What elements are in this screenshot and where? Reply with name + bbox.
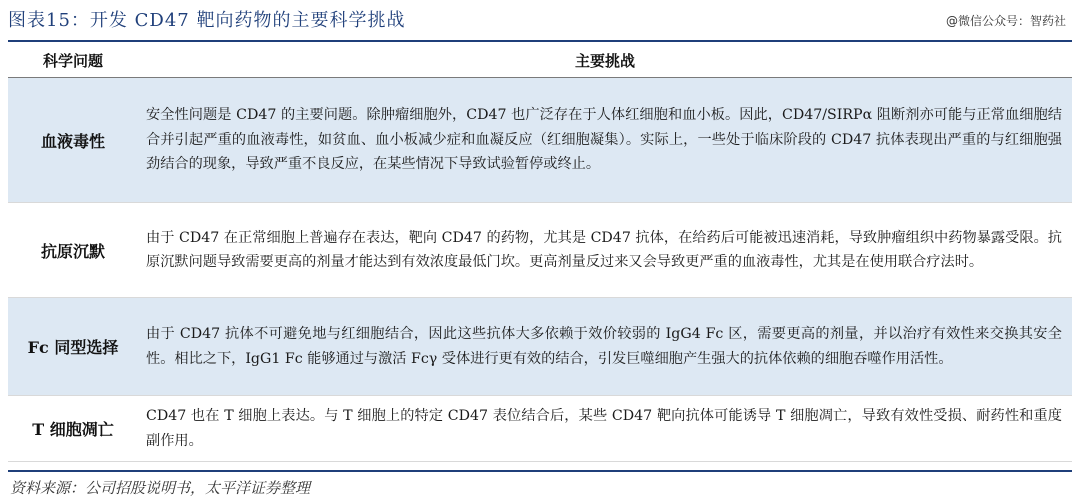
figure-header <box>8 4 1072 34</box>
bottom-rule <box>8 470 1072 472</box>
row-topic-fc-isotype: Fc 同型选择 <box>8 298 138 396</box>
wechat-watermark: @微信公众号：智药社 <box>945 14 1066 28</box>
row-topic-t-cell-apoptosis: T 细胞凋亡 <box>8 396 138 462</box>
table-header-row <box>8 43 1072 78</box>
header-challenge: 主要挑战 <box>138 43 1072 78</box>
header-topic: 科学问题 <box>8 43 138 78</box>
table-row <box>8 78 1072 203</box>
table-row <box>8 203 1072 298</box>
row-challenge-antigen-sink: 由于 CD47 在正常细胞上普遍存在表达，靶向 CD47 的药物，尤其是 CD47 抗体，在给药后可能被迅速消耗，导致肿瘤组织中药物暴露受限。抗原沉默问题导致需要更高的剂量才能达到有效浓度最低门坎。更高剂量反过来又会导致更严重的血液毒性，尤其是在使用联合疗法时。 <box>138 203 1072 298</box>
row-topic-antigen-sink: 抗原沉默 <box>8 203 138 298</box>
table-row <box>8 298 1072 396</box>
figure-title: 图表15：开发 CD47 靶向药物的主要科学挑战 <box>8 10 406 31</box>
row-topic-blood-toxicity: 血液毒性 <box>8 78 138 203</box>
row-challenge-t-cell-apoptosis: CD47 也在 T 细胞上表达。与 T 细胞上的特定 CD47 表位结合后，某些 CD47 靶向抗体可能诱导 T 细胞凋亡，导致有效性受损、耐药性和重度副作用。 <box>138 396 1072 462</box>
challenges-table <box>8 43 1072 462</box>
table-row <box>8 396 1072 462</box>
source-note: 资料来源：公司招股说明书，太平洋证券整理 <box>10 479 311 497</box>
top-rule <box>8 40 1072 42</box>
row-challenge-blood-toxicity: 安全性问题是 CD47 的主要问题。除肿瘤细胞外，CD47 也广泛存在于人体红细胞和血小板。因此，CD47/SIRPα 阻断剂亦可能与正常血细胞结合并引起严重的血液毒性，如贫血、血小板减少症和血凝反应（红细胞凝集）。实际上，一些处于临床阶段的 CD47 抗体表现出严重的与红细胞强劲结合的现象，导致严重不良反应，在某些情况下导致试验暂停或终止。 <box>138 78 1072 203</box>
row-challenge-fc-isotype: 由于 CD47 抗体不可避免地与红细胞结合，因此这些抗体大多依赖于效价较弱的 IgG4 Fc 区，需要更高的剂量，并以治疗有效性来交换其安全性。相比之下，IgG1 Fc 能够通过与激活 Fcγ 受体进行更有效的结合，引发巨噬细胞产生强大的抗体依赖的细胞吞噬作用活性。 <box>138 298 1072 396</box>
